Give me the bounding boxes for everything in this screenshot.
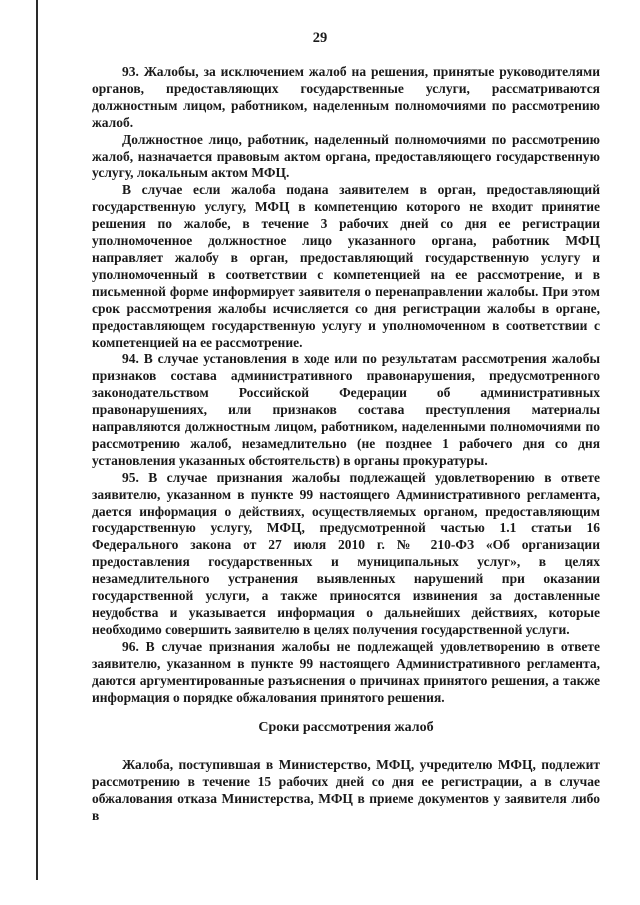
section-heading-text: Сроки рассмотрения жалоб [258, 720, 434, 736]
paragraph-96: 96. В случае признания жалобы не подлежащей удовлетворению в ответе заявителю, указанном в пункте 99 настоящего Административного регламента, даются аргументированные разъяснения о причинах принятого решения, а также информация о порядке обжалования принятого решения. [92, 638, 600, 705]
section-heading [92, 720, 600, 737]
paragraph-93-redirect: В случае если жалоба подана заявителем в орган, предоставляющий государственную услугу, МФЦ в компетенцию которого не входит принятие решения по жалобе, в течение 3 рабочих дней со дня ее регистрации уполномоченное должностное лицо указанного органа, работник МФЦ направляет жалобу в орган, предоставляющий государственную услугу и уполномоченный в соответствии с компетенцией на ее рассмотрение, и в письменной форме информирует заявителя о перенаправлении жалобы. При этом срок рассмотрения жалобы исчисляется со дня регистрации жалобы в органе, предоставляющем государственную услугу и уполномоченном в соответствии с компетенцией на ее рассмотрение. [92, 182, 600, 350]
paragraph-93: 93. Жалобы, за исключением жалоб на решения, принятые руководителями органов, предоставляющих государственные услуги, рассматриваются должностным лицом, работником, наделенным полномочиями по рассмотрению жалоб. [92, 64, 600, 130]
section-paragraph: Жалоба, поступившая в Министерство, МФЦ, учредителю МФЦ, подлежит рассмотрению в течение 15 рабочих дней со дня ее регистрации, а в случае обжалования отказа Министерства, МФЦ в приеме документов у заявителя либо в [92, 757, 600, 824]
page-number: 29 [312, 30, 328, 46]
left-margin-rule [36, 0, 38, 880]
document-body [92, 64, 600, 825]
paragraph-93-official: Должностное лицо, работник, наделенный полномочиями по рассмотрению жалоб, назначается правовым актом органа, предоставляющего государственную услугу, локальным актом МФЦ. [92, 131, 600, 181]
paragraph-95: 95. В случае признания жалобы подлежащей удовлетворению в ответе заявителю, указанном в пункте 99 настоящего Административного регламента, дается информация о действиях, осуществляемых органом, предоставляющим государственную услугу, МФЦ, предусмотренной частью 1.1 статьи 16 Федерального закона от 27 июля 2010 г. № 210-ФЗ «Об организации предоставления государственных и муниципальных услуг», в целях незамедлительного устранения выявленных нарушений при оказании государственной услуги, а также приносятся извинения за доставленные неудобства и указывается информация о дальнейших действиях, которые необходимо совершить заявителю в целях получения государственной услуги. [92, 469, 600, 637]
paragraph-94: 94. В случае установления в ходе или по результатам рассмотрения жалобы признаков состава административного правонарушения, предусмотренного законодательством Российской Федерации об административных правонарушениях, или признаков состава преступления материалы направляются должностным лицом, работником, наделенными полномочиями по рассмотрению жалоб, незамедлительно (не позднее 1 рабочего дня со дня установления указанных обстоятельств) в органы прокуратуры. [92, 351, 600, 468]
